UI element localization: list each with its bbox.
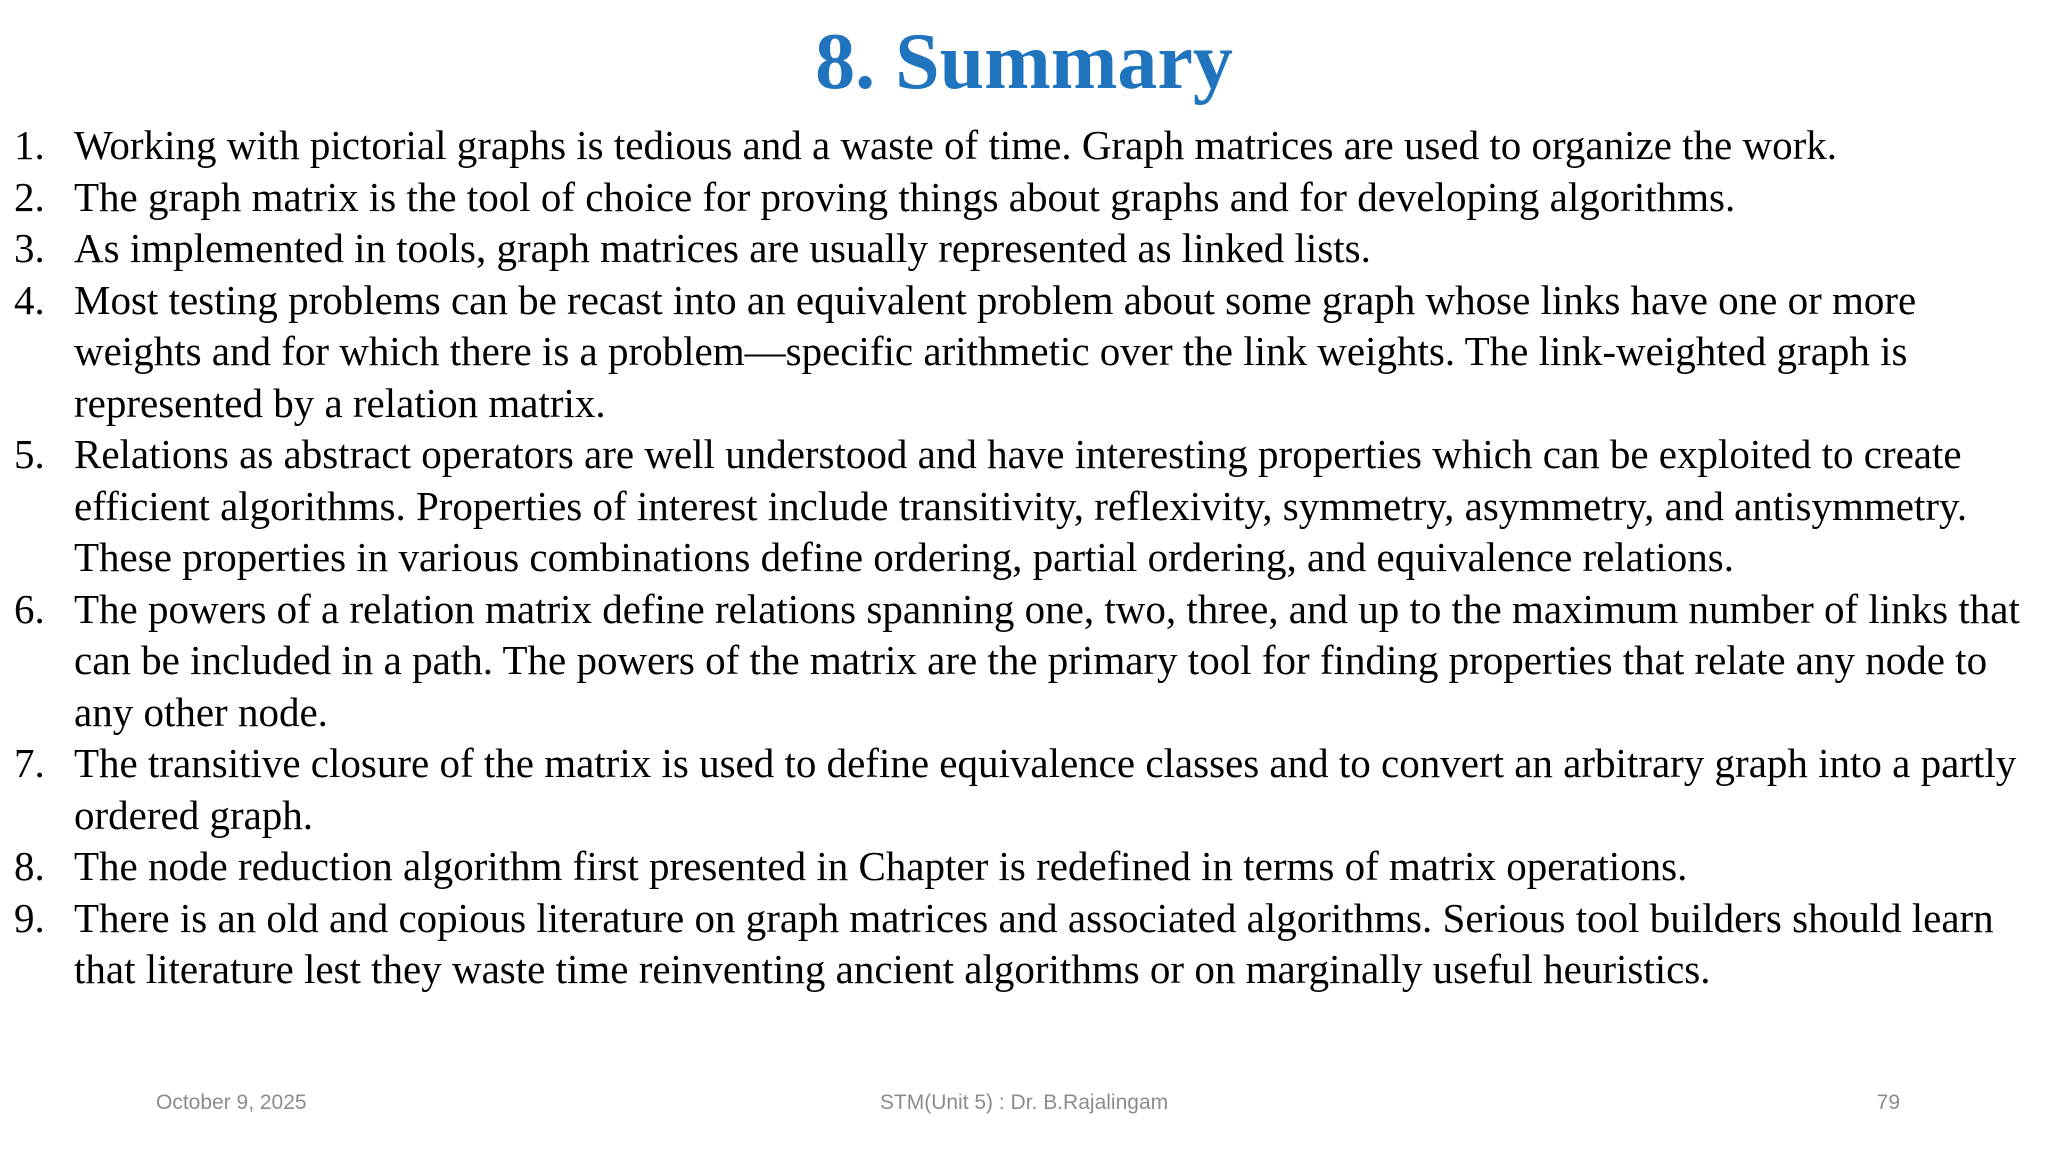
list-item-text: There is an old and copious literature on graph matrices and associated algorithms. Serious tool builders should learn that literature lest they waste time reinventing ancient algorithms or on marginally useful heuristics. — [74, 894, 1994, 992]
list-item-text: As implemented in tools, graph matrices are usually represented as linked lists. — [74, 225, 1371, 271]
list-item-number: 4. — [14, 276, 45, 323]
list-item-text: The transitive closure of the matrix is used to define equivalence classes and to convert an arbitrary graph into a partly ordered graph. — [74, 740, 2017, 838]
list-item — [0, 893, 2040, 996]
list-item-text: The node reduction algorithm first presented in Chapter is redefined in terms of matrix operations. — [74, 843, 1688, 889]
list-item — [0, 738, 2040, 841]
list-item-text: Relations as abstract operators are well understood and have interesting properties which can be exploited to create efficient algorithms. Properties of interest include transitivity, reflexivity, symmetry, asymmetry, and antisymmetry. These properties in various combinations define ordering, partial ordering, and equivalence relations. — [74, 431, 1968, 580]
list-item-number: 7. — [14, 740, 45, 786]
list-item — [0, 429, 2040, 584]
list-item — [0, 584, 2040, 739]
slide-title: 8. Summary — [815, 18, 1233, 106]
list-item-number: 6. — [14, 585, 45, 632]
footer-course-author: STM(Unit 5) : Dr. B.Rajalingam — [879, 1091, 1169, 1114]
list-item-number: 8. — [14, 843, 45, 889]
list-item — [0, 223, 2040, 275]
slide-number: 79 — [1876, 1091, 1900, 1114]
list-item-number: 1. — [14, 122, 45, 168]
list-item-text: Working with pictorial graphs is tedious and a waste of time. Graph matrices are used to organize the work. — [74, 122, 1837, 168]
list-item-number: 9. — [14, 894, 45, 941]
list-item-number: 2. — [14, 173, 45, 220]
list-item — [0, 120, 2040, 172]
footer-date: October 9, 2025 — [156, 1091, 307, 1114]
list-item-text: The graph matrix is the tool of choice for proving things about graphs and for developing algorithms. — [74, 173, 1736, 220]
summary-list — [0, 120, 2040, 996]
list-item-number: 3. — [14, 225, 45, 271]
list-item-text: Most testing problems can be recast into an equivalent problem about some graph whose links have one or more weights and for which there is a problem—specific arithmetic over the link weights. The link-weighted graph is represented by a relation matrix. — [74, 276, 1917, 426]
list-item — [0, 275, 2040, 430]
list-item-text: The powers of a relation matrix define relations spanning one, two, three, and up to the maximum number of links that can be included in a path. The powers of the matrix are the primary tool for finding properties that relate any node to any other node. — [74, 585, 2020, 735]
list-item-number: 5. — [14, 431, 45, 477]
list-item — [0, 172, 2040, 224]
list-item — [0, 841, 2040, 893]
